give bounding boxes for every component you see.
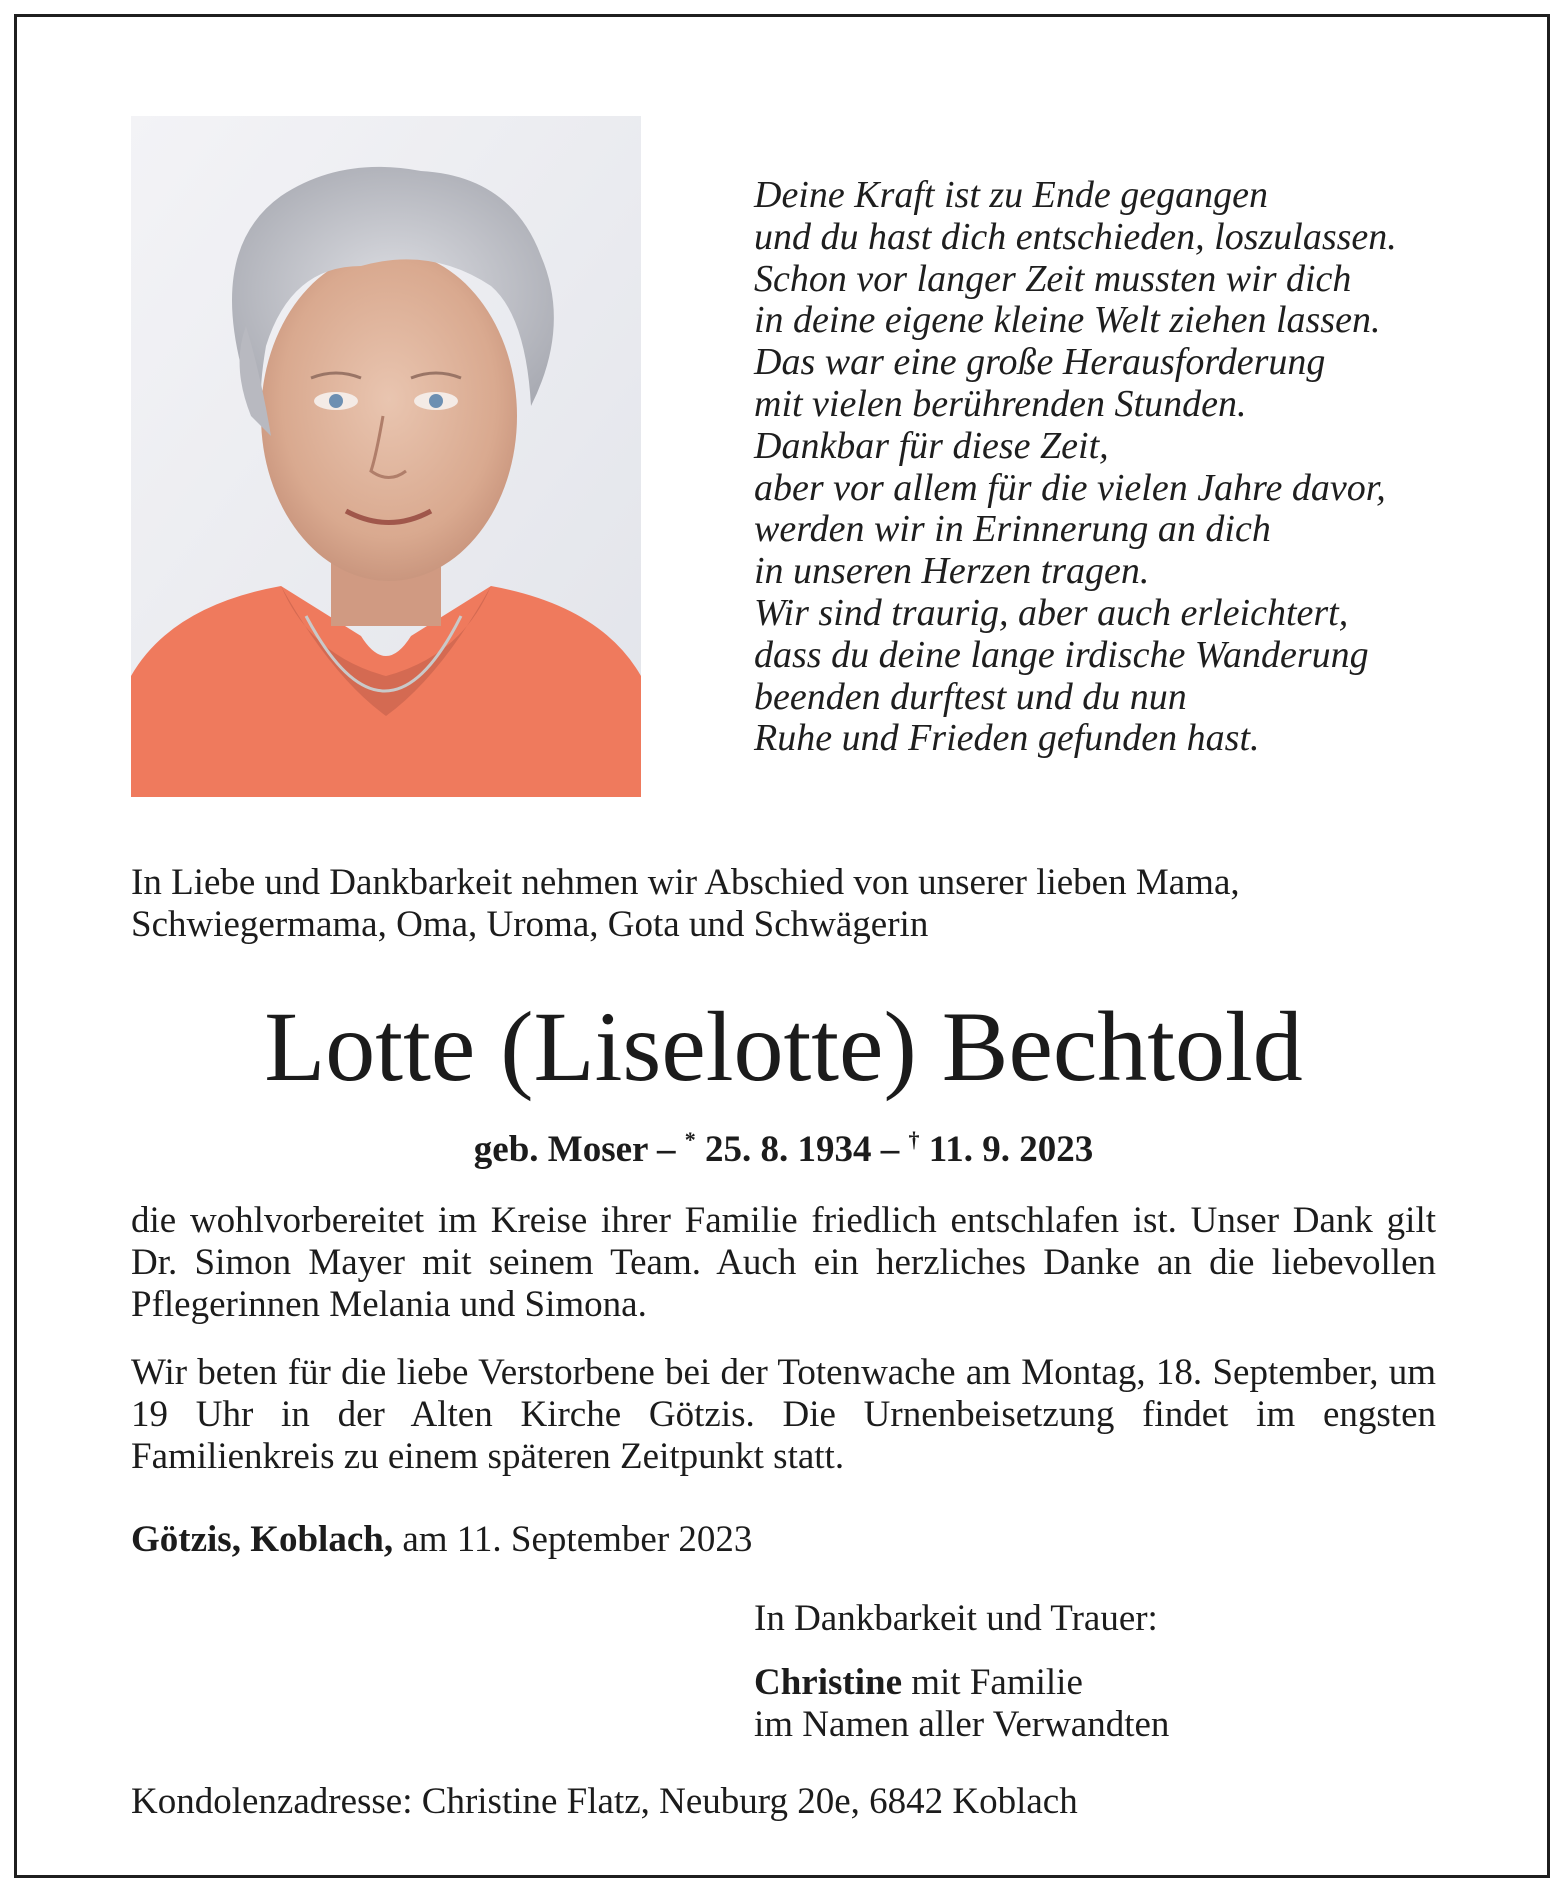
death-symbol: †: [908, 1127, 920, 1152]
condolence-address: Kondolenzadresse: Christine Flatz, Neuburg 20e, 6842 Koblach: [131, 1781, 1078, 1822]
deceased-name: Lotte (Liselotte) Bechtold: [264, 991, 1303, 1102]
death-date: 11. 9. 2023: [928, 1129, 1094, 1170]
poem-line: in unseren Herzen tragen.: [754, 550, 1150, 593]
poem-line: Schon vor langer Zeit mussten wir dich: [754, 257, 1352, 300]
place-date: [131, 1518, 752, 1562]
poem-line: aber vor allem für die vielen Jahre davor,: [754, 466, 1386, 509]
poem-line: Dankbar für diese Zeit,: [754, 424, 1109, 467]
paragraph-wake: Wir beten für die liebe Verstorbene bei der Totenwache am Montag, 18. September, um 19 Uhr in der Alten Kirche Götzis. Die Urnenbeisetzung findet im engsten Familienkreis zu einem späteren Zeitpunkt statt.: [131, 1352, 1436, 1477]
poem-line: werden wir in Erinnerung an dich: [754, 508, 1271, 551]
poem-line: und du hast dich entschieden, loszulassen.: [754, 215, 1397, 258]
signature-name: Christine: [754, 1662, 902, 1703]
intro-line-1: In Liebe und Dankbarkeit nehmen wir Abschied von unserer lieben Mama,: [131, 862, 1240, 903]
poem-line: Deine Kraft ist zu Ende gegangen: [754, 174, 1268, 216]
date: am 11. September 2023: [402, 1519, 753, 1560]
poem-line: Das war eine große Herausforderung: [754, 341, 1326, 384]
poem: [754, 175, 1454, 760]
signature-heading: In Dankbarkeit und Trauer:: [754, 1598, 1158, 1639]
poem-line: in deine eigene kleine Welt ziehen lassen.: [754, 299, 1381, 342]
life-dates: geb. Moser – * 25. 8. 1934 – † 11. 9. 2023: [473, 1127, 1094, 1170]
paragraph-thanks: die wohlvorbereitet im Kreise ihrer Familie friedlich entschlafen ist. Unser Dank gilt Dr. Simon Mayer mit seinem Team. Auch ein herzliches Danke an die liebevollen Pflegerinnen Melania und Simona.: [131, 1200, 1436, 1325]
birth-symbol: *: [684, 1127, 696, 1152]
places: Götzis, Koblach,: [131, 1519, 394, 1560]
signature-block: [754, 1598, 1434, 1746]
portrait-image: [131, 116, 641, 797]
poem-line: Wir sind traurig, aber auch erleichtert,: [754, 591, 1349, 634]
poem-line: mit vielen berührenden Stunden.: [754, 382, 1247, 425]
poem-line: Ruhe und Frieden gefunden hast.: [754, 717, 1260, 760]
poem-line: dass du deine lange irdische Wanderung: [754, 633, 1369, 676]
birth-name: geb. Moser: [473, 1129, 648, 1170]
signature-line-3: im Namen aller Verwandten: [754, 1704, 1170, 1745]
signature-name-suffix: mit Familie: [911, 1662, 1083, 1703]
intro-line-2: Schwiegermama, Oma, Uroma, Gota und Schwägerin: [131, 904, 929, 945]
birth-date: 25. 8. 1934: [705, 1129, 872, 1170]
signature-name-line: [754, 1662, 1434, 1704]
intro-text: [131, 862, 1441, 946]
portrait-photo: [131, 116, 641, 797]
poem-line: beenden durftest und du nun: [754, 675, 1187, 718]
